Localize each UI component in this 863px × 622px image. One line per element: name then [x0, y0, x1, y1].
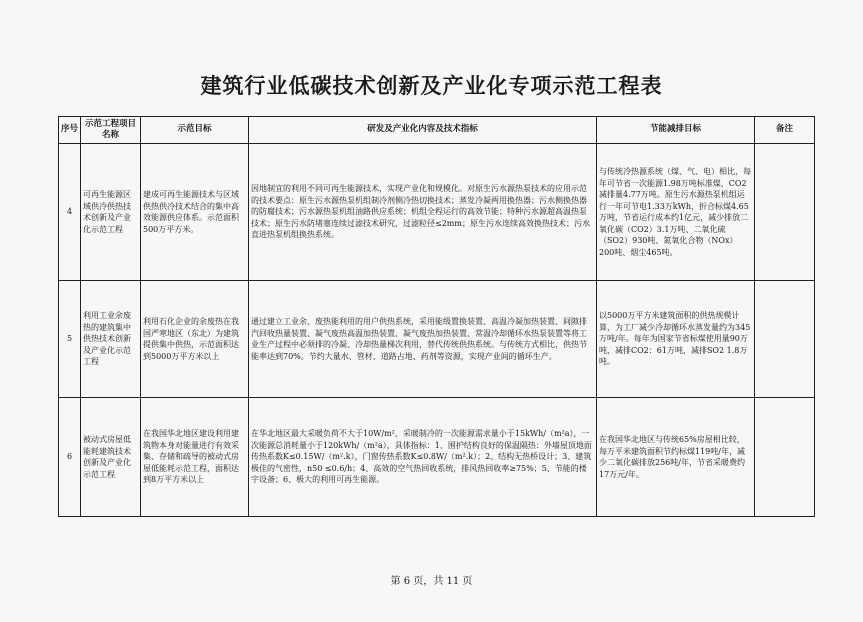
- row-content: 通过建立工业余、废热能利用的用户供热系统，采用能级置换装置、高温冷凝加热装置、间隙排汽回收热量装置、凝气废热高温加热装置、凝气废热加热装置、常温冷却循环水热泵装置等将工业生产过程中必须排的冷凝、冷却热量梯次利用，替代传统供热系统。与传统方式相比，供热节能率达到70%。节约大量水、管材、道路占地、药剂等资源，实现产业间的循环生产。: [249, 281, 597, 398]
- row-name: 可再生能源区域供冷供热技术创新及产业化示范工程: [81, 144, 141, 281]
- row-goal: 利用石化企业的余废热在我国严寒地区（东北）为建筑提供集中供热，示范面积达到5000万平方米以上: [141, 281, 249, 398]
- table-row: [59, 398, 815, 517]
- header-goal: 示范目标: [141, 117, 249, 144]
- page-footer: 第 6 页，共 11 页: [390, 576, 473, 587]
- row-saving: 以5000万平方米建筑面积的供热规模计算，为工厂减少冷却循环水蒸发量约为345万吨/年。每年为国家节省标煤使用量90万吨，减排CO2：61万吨，减排SO2 1.8万吨。: [597, 281, 755, 398]
- row-name: 被动式房屋低能耗建筑技术创新及产业化示范工程: [81, 398, 141, 517]
- header-content: 研发及产业化内容及技术指标: [249, 117, 597, 144]
- row-goal: 在我国华北地区建设利用建筑物本身对能量进行有效采集、存储和疏导的被动式房屋低能耗示范工程，面积达到8万平方米以上: [141, 398, 249, 517]
- row-no: 5: [59, 281, 81, 398]
- header-saving: 节能减排目标: [597, 117, 755, 144]
- row-name: 利用工业余废热的建筑集中供热技术创新及产业化示范工程: [81, 281, 141, 398]
- table-row: [59, 281, 815, 398]
- row-no: 6: [59, 398, 81, 517]
- row-remark: [755, 281, 815, 398]
- row-goal: 建成可再生能源技术与区域供热供冷技术结合的集中高效能源供应体系。示范面积500万平方米。: [141, 144, 249, 281]
- header-no: 序号: [59, 117, 81, 144]
- row-remark: [755, 144, 815, 281]
- row-remark: [755, 398, 815, 517]
- row-content: 因地制宜的利用不同可再生能源技术，实现产业化和规模化。对原生污水源热泵技术的应用示范的技术要点：原生污水源热泵机组制冷剂侧冷热切换技术；蒸发冷凝两用换热器；污水侧换热器的防腐技术；污水源热泵机组油路供应系统；机组全程运行的高效节能；特种污水源超高温热泵技术；原生污水防堵塞连续过滤技术研究，过滤粒径≤2mm；原生污水连续高效换热技术；污水直进热泵机组换热系统。: [249, 144, 597, 281]
- table-header-row: [59, 117, 815, 144]
- row-saving: 与传统冷热源系统（煤、气、电）相比，每年可节省一次能源1.98万吨标准煤，CO2减排量4.77万吨。原生污水源热泵机组运行一年可节电1.33万kWh，折合标煤4.65万吨，节省运行成本约1亿元，减少排放二氧化碳（CO2）3.1万吨、二氧化硫（SO2）930吨、氮氧化合物（NOx）200吨、烟尘465吨。: [597, 144, 755, 281]
- row-saving: 在我国华北地区与传统65%房屋相比较，每万平米建筑面积节约标煤119吨/年，减少二氧化碳排放256吨/年，节省采暖费约17万元/年。: [597, 398, 755, 517]
- header-name: 示范工程项目名称: [81, 117, 141, 144]
- header-remark: 备注: [755, 117, 815, 144]
- table-row: [59, 144, 815, 281]
- row-no: 4: [59, 144, 81, 281]
- row-content: 在华北地区最大采暖负荷不大于10W/m²，采暖制冷的一次能源需求量小于15kWh/（m²a），一次能源总消耗量小于120kWh/（m²a），具体指标：1、围护结构良好的保温隔热：外墙屋顶地面传热系数K≤0.15W/（m².k），门窗传热系数K≤0.8W/（m².k）；2、结构无热桥设计；3、建筑极佳的气密性，n50 ≤0.6/h；4、高效的空气热回收系统，排风热回收率≥75%；5、节能的楼宇设备；6、极大的利用可再生能源。: [249, 398, 597, 517]
- page-title: 建筑行业低碳技术创新及产业化专项示范工程表: [200, 74, 663, 98]
- demo-projects-table: [58, 116, 815, 517]
